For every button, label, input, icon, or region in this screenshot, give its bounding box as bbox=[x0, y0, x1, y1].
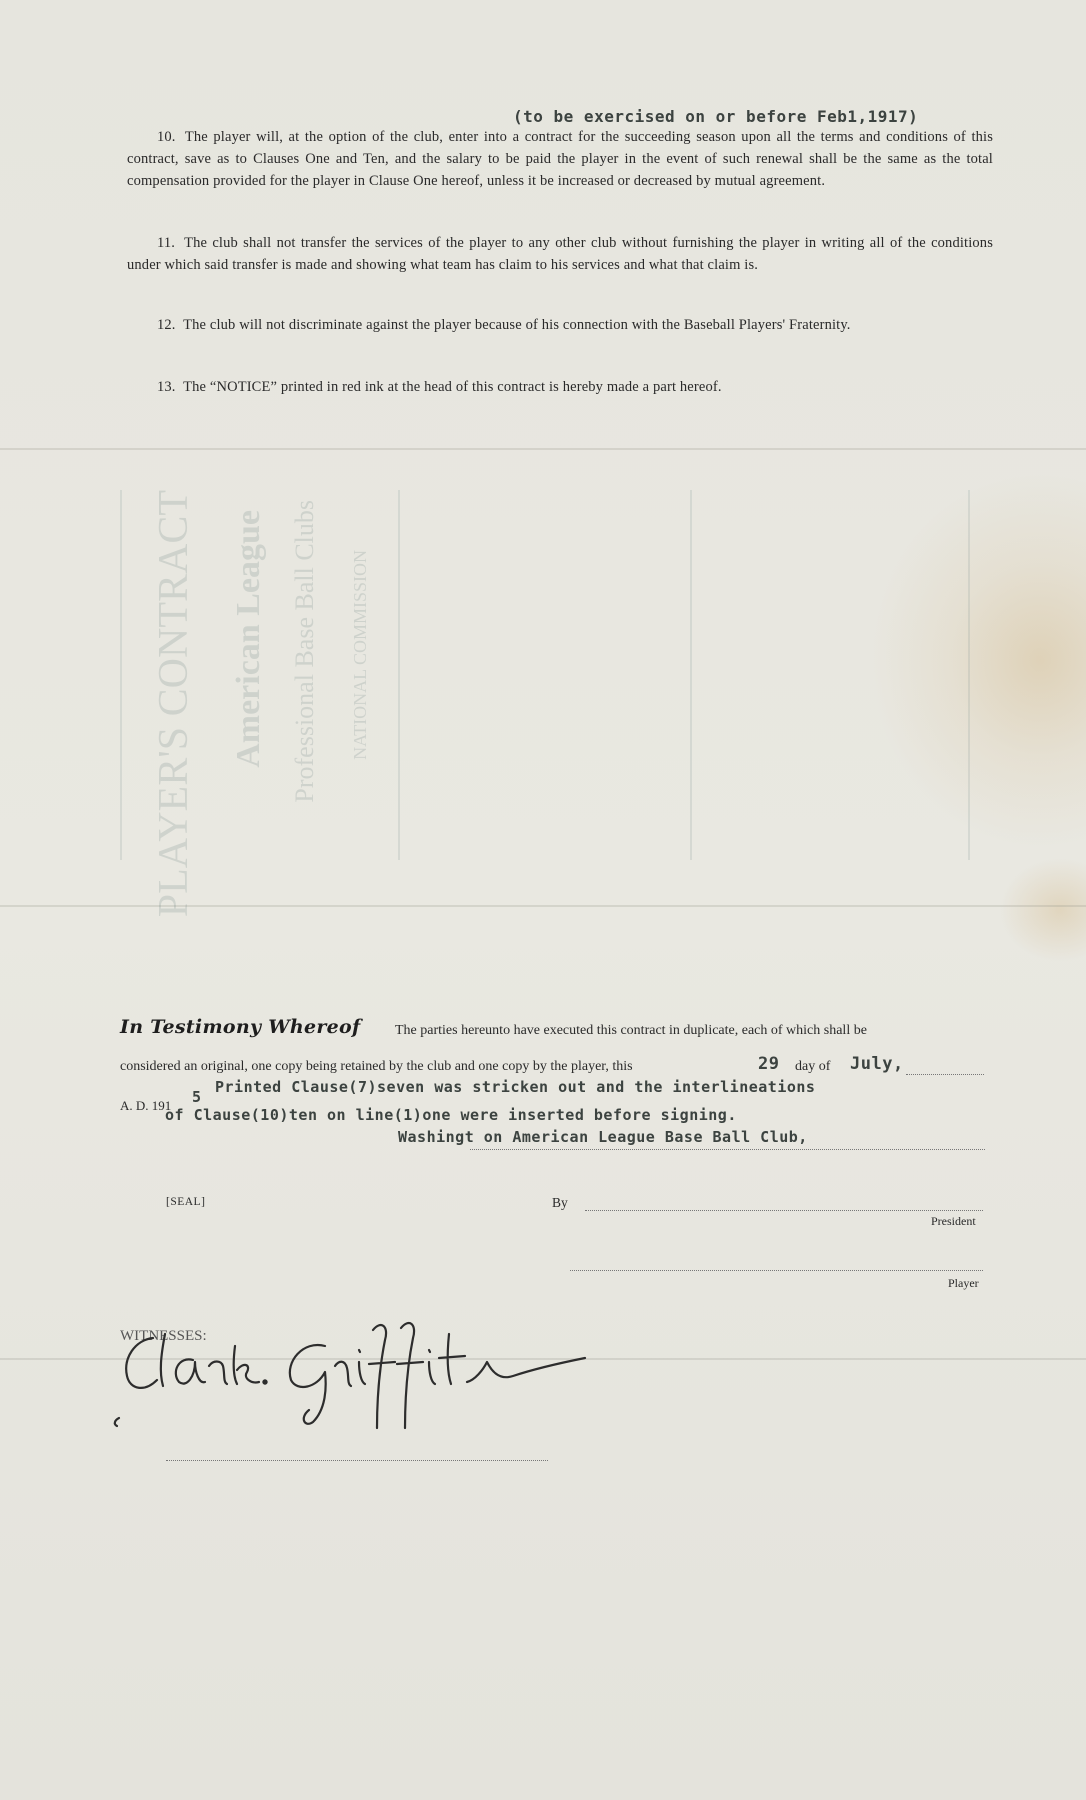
fold-line bbox=[0, 448, 1086, 450]
typed-month: July, bbox=[850, 1054, 904, 1074]
ghost-subtitle: NATIONAL COMMISSION bbox=[350, 550, 370, 760]
clause-text: The club will not discriminate against the player because of his connection with the Baseball Players' Fraternity. bbox=[183, 317, 851, 333]
ghost-subtitle: Professional Base Ball Clubs bbox=[290, 500, 319, 803]
clause-text: The player will, at the option of the club, enter into a contract for the succeeding season upon all the terms and conditions of this contract, save as to Clauses One and Ten, and the salary to be paid the player in the event of such renewal shall be the same as the total compensation provided for the player in Clause One hereof, unless it be increased or decreased by mutual agreement. bbox=[127, 129, 994, 189]
president-signature-line bbox=[585, 1210, 983, 1211]
clause-text: The club shall not transfer the services of the player to any other club without furnishing the player in writing all of the conditions under which said transfer is made and showing what team has claim to his services and what that claim is. bbox=[127, 235, 993, 273]
clause-10 bbox=[127, 126, 993, 192]
seal-label: [SEAL] bbox=[166, 1196, 206, 1208]
by-label: By bbox=[552, 1195, 568, 1210]
ad-label: A. D. 191 bbox=[120, 1098, 172, 1113]
clause-text: The “NOTICE” printed in red ink at the head of this contract is hereby made a part hereof. bbox=[183, 379, 722, 395]
clause-number: 13. bbox=[157, 379, 176, 395]
clause-12 bbox=[127, 314, 993, 336]
typed-note-line-1: Printed Clause(7)seven was stricken out and the interlineations bbox=[215, 1078, 816, 1096]
typed-insert-exercise-date: (to be exercised on or before Feb1,1917) bbox=[513, 107, 919, 126]
witness-signature-clark-griffith bbox=[105, 1310, 625, 1450]
clause-13 bbox=[127, 376, 993, 398]
witnesses-label: WITNESSES: bbox=[120, 1328, 207, 1344]
president-label: President bbox=[931, 1214, 976, 1228]
clause-number: 10. bbox=[157, 129, 176, 145]
clause-number: 12. bbox=[157, 317, 176, 333]
testimony-line-2: considered an original, one copy being retained by the club and one copy by the player, this bbox=[120, 1059, 633, 1074]
second-witness-line bbox=[166, 1460, 548, 1461]
player-label: Player bbox=[948, 1276, 979, 1290]
typed-club-name: Washingt on American League Base Ball Club, bbox=[398, 1128, 808, 1146]
month-dotted-line bbox=[906, 1074, 984, 1075]
ghost-subtitle: American League bbox=[230, 510, 267, 768]
typed-note-line-2: of Clause(10)ten on line(1)one were inserted before signing. bbox=[165, 1106, 737, 1124]
clause-11 bbox=[127, 232, 993, 276]
day-label: day of bbox=[795, 1059, 831, 1074]
clause-number: 11. bbox=[157, 235, 176, 251]
ghost-title: PLAYER'S CONTRACT bbox=[151, 490, 197, 918]
club-signature-line bbox=[470, 1149, 985, 1150]
testimony-heading: In Testimony Whereof bbox=[120, 1016, 361, 1038]
typed-year: 5 bbox=[192, 1088, 202, 1106]
testimony-line-1: The parties hereunto have executed this contract in duplicate, each of which shall be bbox=[395, 1023, 867, 1038]
bleed-through-cover-print bbox=[120, 470, 980, 918]
player-signature-line bbox=[570, 1270, 983, 1271]
typed-day: 29 bbox=[758, 1054, 780, 1074]
